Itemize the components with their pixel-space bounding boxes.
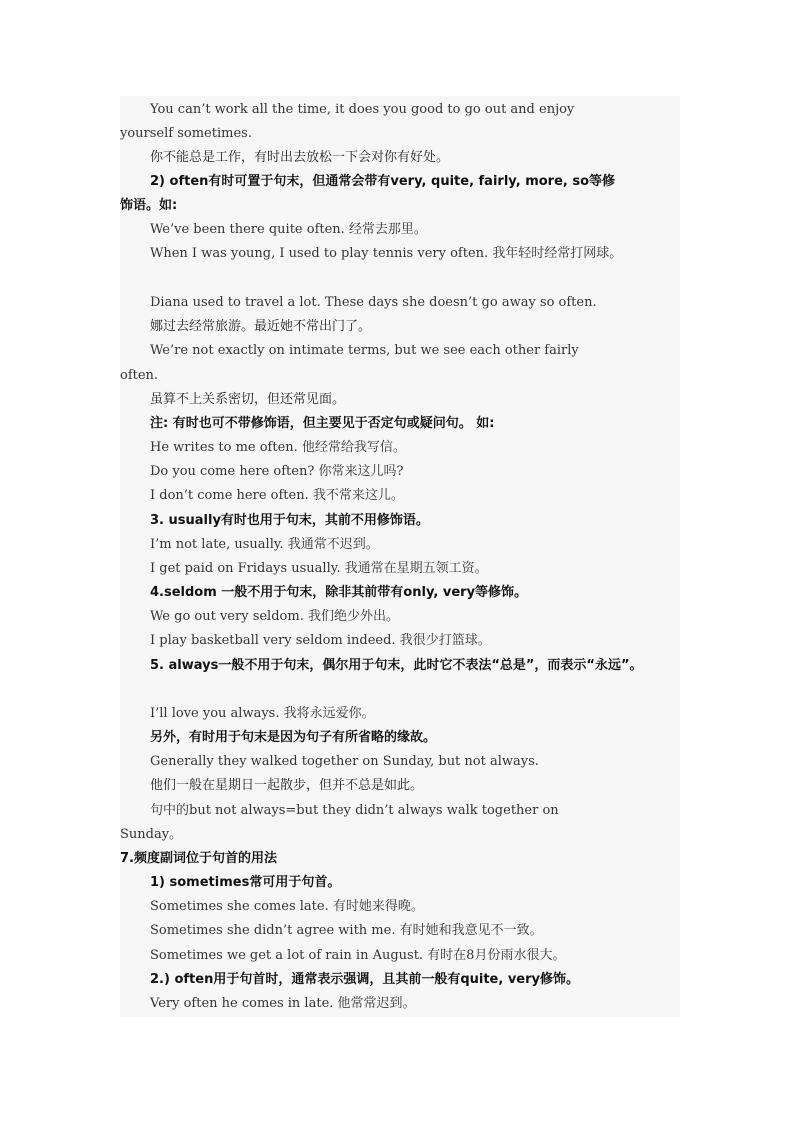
- text-line: You can’t work all the time, it does you good to go out and enjoy: [150, 102, 575, 117]
- text-line: Do you come here often? 你常来这儿吗?: [150, 464, 404, 479]
- text-line: 2) often有时可置于句末，但通常会带有very, quite, fairly, more, so等修: [150, 174, 616, 189]
- text-line: Sunday。: [120, 827, 183, 842]
- text-line: We’ve been there quite often. 经常去那里。: [150, 222, 427, 237]
- text-line: I’ll love you always. 我将永远爱你。: [150, 706, 375, 721]
- text-line: 句中的but not always=but they didn’t always walk together on: [150, 803, 559, 818]
- text-line: I’m not late, usually. 我通常不迟到。: [150, 537, 379, 552]
- text-line: 虽算不上关系密切，但还常见面。: [150, 392, 346, 407]
- text-line: 饰语。如:: [120, 198, 178, 213]
- text-line: 4.seldom 一般不用于句末，除非其前带有only, very等修饰。: [150, 585, 528, 600]
- text-line: Diana used to travel a lot. These days she doesn’t go away so often.: [150, 295, 597, 310]
- text-line: Sometimes we get a lot of rain in August. 有时在8月份雨水很大。: [150, 948, 566, 963]
- text-line: often.: [120, 368, 159, 383]
- text-line: When I was young, I used to play tennis very often. 我年轻时经常打网球。: [150, 246, 623, 261]
- document-page: [120, 96, 680, 1017]
- text-line: yourself sometimes.: [120, 126, 252, 141]
- text-line: Generally they walked together on Sunday, but not always.: [150, 754, 539, 769]
- text-line: 3. usually有时也用于句末，其前不用修饰语。: [150, 513, 429, 528]
- text-line: We’re not exactly on intimate terms, but we see each other fairly: [150, 343, 579, 358]
- text-line: Very often he comes in late. 他常常迟到。: [150, 996, 416, 1011]
- text-line: He writes to me often. 他经常给我写信。: [150, 440, 406, 455]
- text-line: I don’t come here often. 我不常来这儿。: [150, 488, 404, 503]
- text-line: 2.) often用于句首时，通常表示强调，且其前一般有quite, very修饰。: [150, 972, 580, 987]
- text-line: 1) sometimes常可用于句首。: [150, 875, 341, 890]
- text-line: 5. always一般不用于句末，偶尔用于句末，此时它不表法“总是”，而表示“永远”。: [150, 658, 643, 673]
- text-line: 注: 有时也可不带修饰语，但主要见于否定句或疑问句。 如:: [150, 416, 495, 431]
- text-line: I play basketball very seldom indeed. 我很少打篮球。: [150, 633, 491, 648]
- text-line: 另外，有时用于句末是因为句子有所省略的缘故。: [150, 730, 437, 745]
- text-line: Sometimes she comes late. 有时她来得晚。: [150, 899, 424, 914]
- text-line: 你不能总是工作，有时出去放松一下会对你有好处。: [150, 150, 450, 165]
- text-line: Sometimes she didn’t agree with me. 有时她和我意见不一致。: [150, 923, 543, 938]
- text-line: I get paid on Fridays usually. 我通常在星期五领工资。: [150, 561, 488, 576]
- text-line: 娜过去经常旅游。最近她不常出门了。: [150, 319, 372, 334]
- text-line: 他们一般在星期日一起散步，但并不总是如此。: [150, 778, 424, 793]
- text-line: We go out very seldom. 我们绝少外出。: [150, 609, 399, 624]
- text-line: 7.频度副词位于句首的用法: [120, 851, 277, 866]
